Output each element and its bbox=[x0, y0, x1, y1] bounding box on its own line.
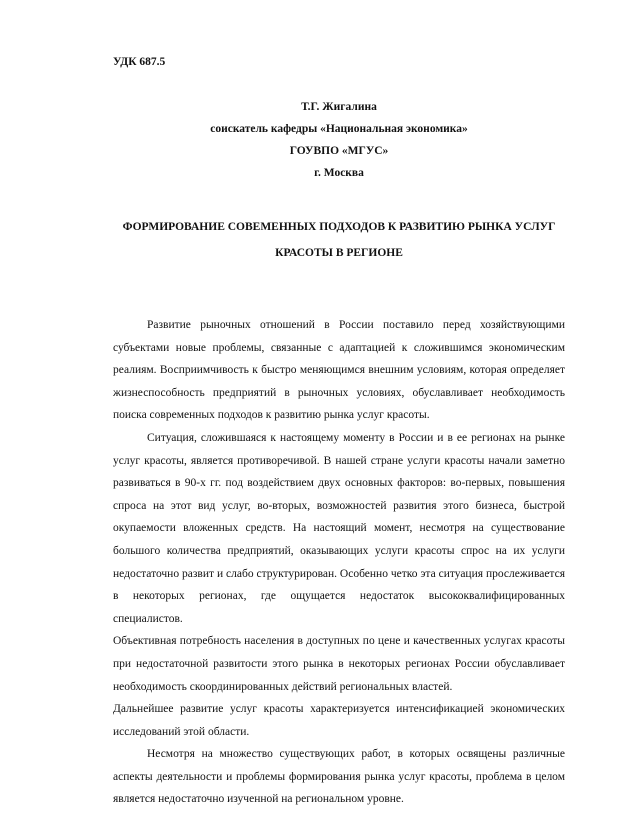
title-line-2: КРАСОТЫ В РЕГИОНЕ bbox=[275, 247, 403, 259]
udk-code: УДК 687.5 bbox=[113, 56, 166, 68]
title-line-1: ФОРМИРОВАНИЕ СОВЕМЕННЫХ ПОДХОДОВ К РАЗВИТИЮ РЫНКА УСЛУГ bbox=[122, 221, 556, 233]
paragraph: Развитие рыночных отношений в России поставило перед хозяйствующими субъектами новые проблемы, связанные с адаптацией к сложившимся экономическим реалиям. Восприимчивость к быстро меняющимся внешним условиям, которая определяет жизнеспособность предприятий в рыночных условиях, обуславливает необходимость поиска современных подходов к развитию рынка услуг красоты. bbox=[113, 319, 565, 422]
author-name: Т.Г. Жигалина bbox=[301, 101, 377, 113]
article-body bbox=[113, 314, 565, 811]
author-block bbox=[113, 96, 565, 184]
author-position: соискатель кафедры «Национальная экономика» bbox=[210, 123, 468, 135]
author-city: г. Москва bbox=[314, 167, 364, 179]
paragraph: Дальнейшее развитие услуг красоты характеризуется интенсификацией экономических исследований этой области. bbox=[113, 703, 565, 738]
paragraph: Объективная потребность населения в доступных по цене и качественных услугах красоты при недостаточной развитости этого рынка в некоторых регионах России обуславливает необходимость скоординированных действий региональных властей. bbox=[113, 635, 565, 693]
author-organization: ГОУВПО «МГУС» bbox=[289, 145, 389, 157]
article-title bbox=[113, 214, 565, 266]
paragraph: Ситуация, сложившаяся к настоящему моменту в России и в ее регионах на рынке услуг красоты, является противоречивой. В нашей стране услуги красоты начали заметно развиваться в 90-х гг. под воздействием двух основных факторов: во-первых, повышения спроса на этот вид услуг, во-вторых, возможностей развития этого бизнеса, быстрой окупаемости вложенных средств. На настоящий момент, несмотря на существование большого количества предприятий, оказывающих услуги красоты спрос на их услуги недостаточно развит и слабо структурирован. Особенно четко эта ситуация прослеживается в некоторых регионах, где ощущается недостаток высококвалифицированных специалистов. bbox=[113, 431, 565, 625]
paragraph: Несмотря на множество существующих работ, в которых освящены различные аспекты деятельности и проблемы формирования рынка услуг красоты, проблема в целом является недостаточно изученной на региональном уровне. bbox=[113, 748, 565, 806]
